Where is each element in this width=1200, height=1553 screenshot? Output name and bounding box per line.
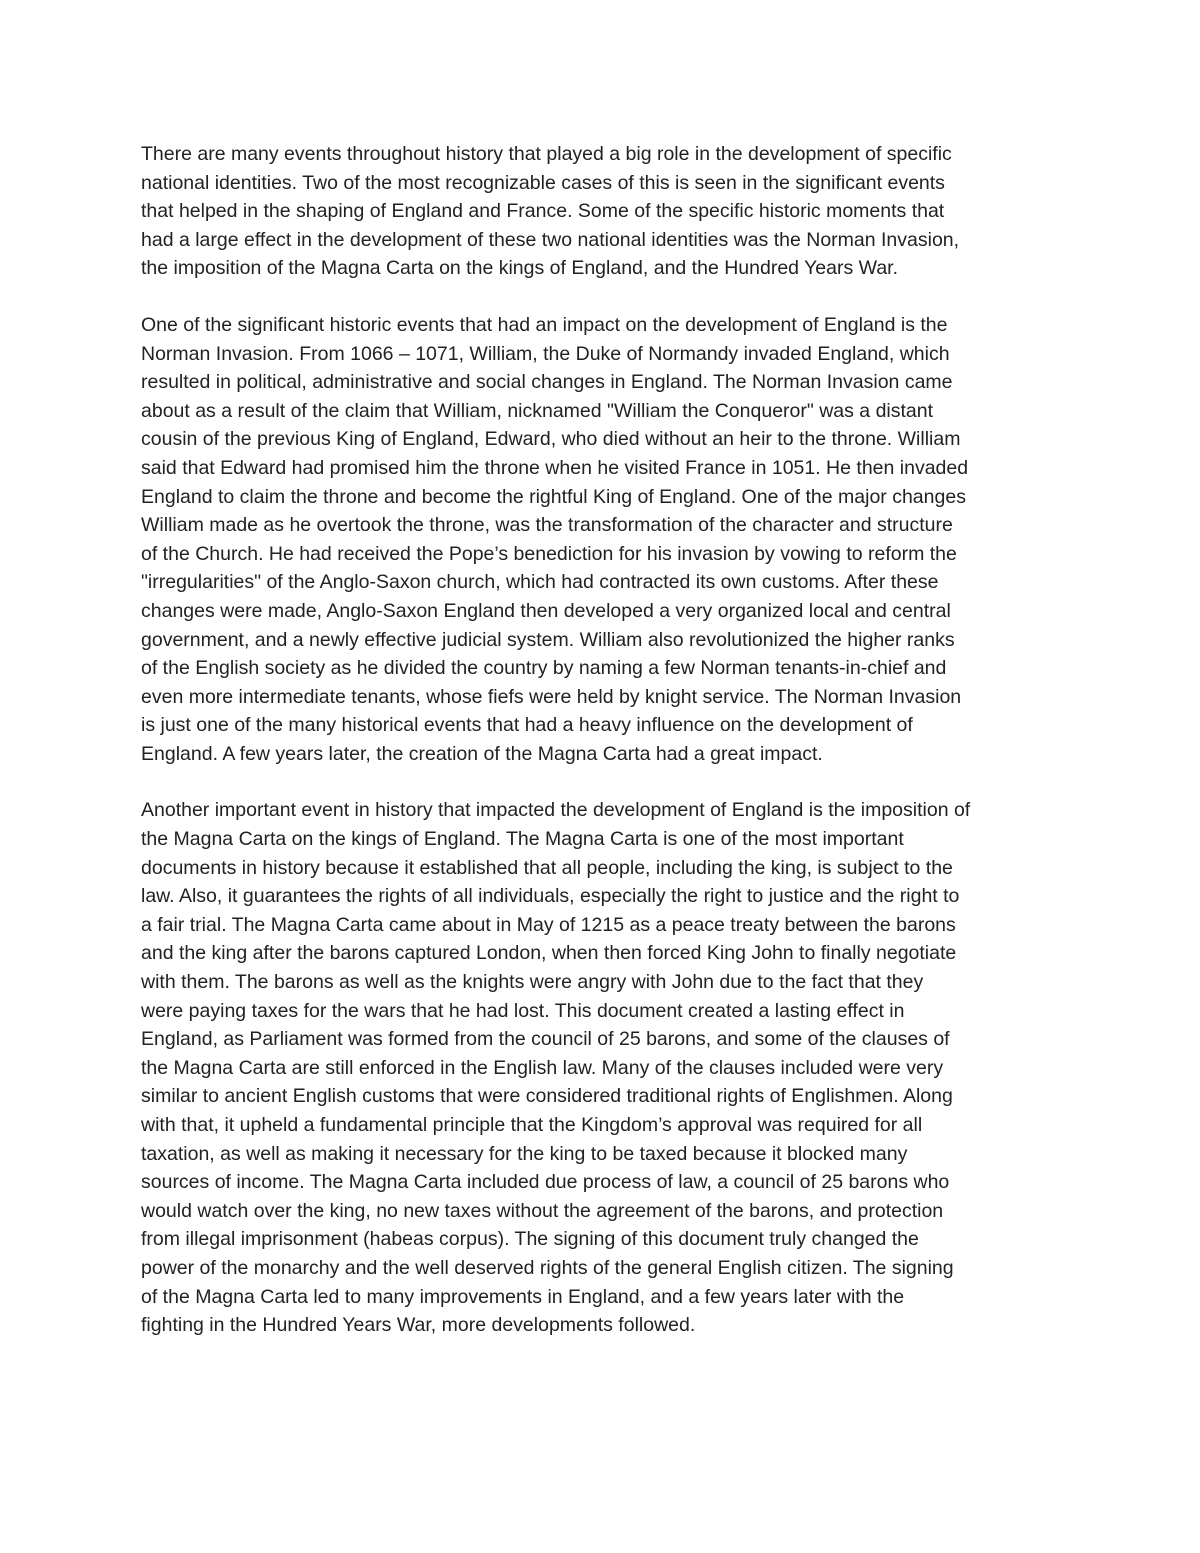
paragraph-norman-invasion: One of the significant historic events that had an impact on the development of England is the Norman Invasion. From 1066 – 1071, William, the Duke of Normandy invaded England, which resulted in political, administrative and social changes in England. The Norman Invasion came about as a result of the claim that William, nicknamed "William the Conqueror" was a distant cousin of the previous King of England, Edward, who died without an heir to the throne. William said that Edward had promised him the throne when he visited France in 1051. He then invaded England to claim the throne and become the rightful King of England. One of the major changes William made as he overtook the throne, was the transformation of the character and structure of the Church. He had received the Pope’s benediction for his invasion by vowing to reform the "irregularities" of the Anglo-Saxon church, which had contracted its own customs. After these changes were made, Anglo-Saxon England then developed a very organized local and central government, and a newly effective judicial system. William also revolutionized the higher ranks of the English society as he divided the country by naming a few Norman tenants-in-chief and even more intermediate tenants, whose fiefs were held by knight service. The Norman Invasion is just one of the many historical events that had a heavy influence on the development of England. A few years later, the creation of the Magna Carta had a great impact.: [141, 313, 969, 765]
paragraph-intro: There are many events throughout history that played a big role in the development of specific national identities. Two of the most recognizable cases of this is seen in the significant events that helped in the shaping of England and France. Some of the specific historic moments that had a large effect in the development of these two national identities was the Norman Invasion, the imposition of the Magna Carta on the kings of England, and the Hundred Years War.: [141, 143, 960, 280]
paragraph-magna-carta: Another important event in history that impacted the development of England is the imposition of the Magna Carta on the kings of England. The Magna Carta is one of the most important documents in history because it established that all people, including the king, is subject to the law. Also, it guarantees the rights of all individuals, especially the right to justice and the right to a fair trial. The Magna Carta came about in May of 1215 as a peace treaty between the barons and the king after the barons captured London, when then forced King John to finally negotiate with them. The barons as well as the knights were angry with John due to the fact that they were paying taxes for the wars that he had lost. This document created a lasting effect in England, as Parliament was formed from the council of 25 barons, and some of the clauses of the Magna Carta are still enforced in the English law. Many of the clauses included were very similar to ancient English customs that were considered traditional rights of Englishmen. Along with that, it upheld a fundamental principle that the Kingdom’s approval was required for all taxation, as well as making it necessary for the king to be taxed because it blocked many sources of income. The Magna Carta included due process of law, a council of 25 barons who would watch over the king, no new taxes without the agreement of the barons, and protection from illegal imprisonment (habeas corpus). The signing of this document truly changed the power of the monarchy and the well deserved rights of the general English citizen. The signing of the Magna Carta led to many improvements in England, and a few years later with the fighting in the Hundred Years War, more developments followed.: [141, 799, 971, 1337]
document-body: [141, 140, 1066, 1368]
